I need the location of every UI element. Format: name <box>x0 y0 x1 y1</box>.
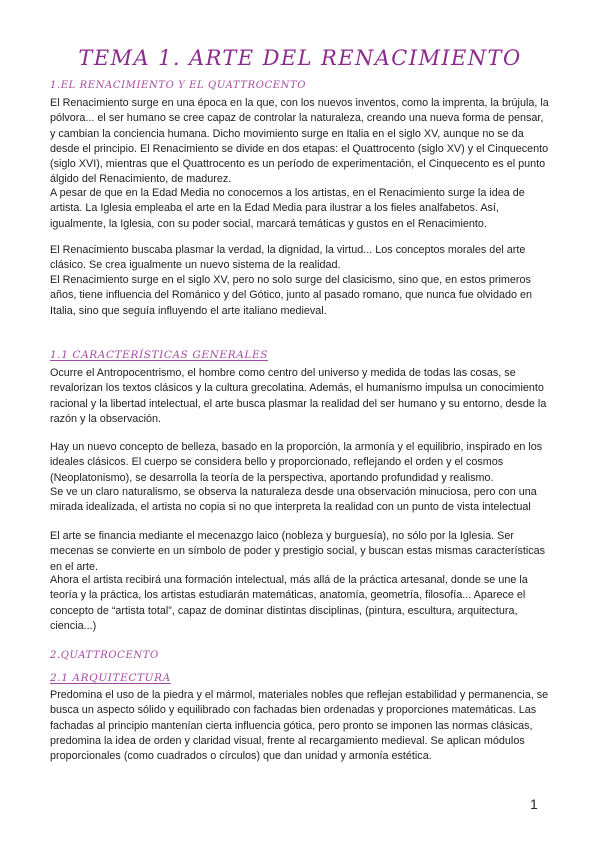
section-heading-arquitectura: 2.1 ARQUITECTURA <box>50 672 171 684</box>
page-number: 1 <box>530 796 538 812</box>
section-heading-renacimiento: 1.EL RENACIMIENTO Y EL QUATTROCENTO <box>50 80 307 91</box>
paragraph: Predomina el uso de la piedra y el mármol, materiales nobles que reflejan estabilidad y permanencia, se busca un aspecto sólido y equilibrado con fachadas bien ordenadas y proporciones matemáticas. Las fachadas al principio mantenían cierta influencia gótica, pero pronto se imponen las normas clásicas, predomina la idea de orden y claridad visual, frente al recargamiento medieval. Se aplican módulos proporcionales (como cuadrados o círculos) que dan unidad y armonía estética. <box>50 689 549 763</box>
section-heading-quattrocento: 2.QUATTROCENTO <box>50 650 159 661</box>
paragraph: Ocurre el Antropocentrismo, el hombre como centro del universo y medida de todas las cosas, se revalorizan los textos clásicos y la cultura grecolatina. Además, el humanismo impulsa un conocimiento racional y la libertad intelectual, el arte busca plasmar la realidad del ser humano y su entorno, desde la razón y la observación. <box>50 367 547 425</box>
section-heading-caracteristicas: 1.1 CARACTERÍSTICAS GENERALES <box>50 349 269 361</box>
paragraph: El Renacimiento surge en el siglo XV, pero no solo surge del clasicismo, sino que, en estos primeros años, tiene influencia del Románico y del Gótico, junto al pasado romano, que nunca fue olvidado en Italia, sino que seguía influyendo el arte italiano medieval. <box>50 274 532 317</box>
page-title: TEMA 1. ARTE DEL RENACIMIENTO <box>78 46 522 70</box>
paragraph: El Renacimiento surge en una época en la que, con los nuevos inventos, como la imprenta, la brújula, la pólvora... el ser humano se cree capaz de controlar la naturaleza, creando una nueva forma de pensar, y cambian la conciencia humana. Dicho movimiento surge en Italia en el siglo XV, aunque no se da desde el principio. El Renacimiento se divide en dos etapas: el Quattrocento (siglo XV) y el Cinquecento (siglo XVI), mientras que el Quattrocento es un período de experimentación, el Cinquecento es el punto álgido del Renacimiento, de madurez. <box>50 97 549 186</box>
paragraph: Hay un nuevo concepto de belleza, basado en la proporción, la armonía y el equilibrio, inspirado en los ideales clásicos. El cuerpo se considera bello y proporcionado, reflejando el orden y el cosmos (Neoplatonismo), se desarrolla la teoría de la perspectiva, aportando profundidad y realismo. <box>50 441 543 484</box>
paragraph: A pesar de que en la Edad Media no conocemos a los artistas, en el Renacimiento surge la idea de artista. La Iglesia empleaba el arte en la Edad Media para ilustrar a los fieles analfabetos. Así, igualmente, la Iglesia, con su poder social, marcará temáticas y gustos en el Renacimiento. <box>50 187 525 230</box>
paragraph: Ahora el artista recibirá una formación intelectual, más allá de la práctica artesanal, donde se une la teoría y la práctica, los artistas estudiarán matemáticas, anatomía, geometría, filosofía... Aparece el concepto de “artista total”, capaz de dominar distintas disciplinas, (pintura, escultura, arquitectura, ciencia...) <box>50 574 528 632</box>
paragraph: El Renacimiento buscaba plasmar la verdad, la dignidad, la virtud... Los conceptos morales del arte clásico. Se crea igualmente un nuevo sistema de la realidad. <box>50 244 526 272</box>
paragraph: Se ve un claro naturalismo, se observa la naturaleza desde una observación minuciosa, pero con una mirada idealizada, el artista no copia si no que interpreta la realidad con un punto de vista intelectual <box>50 486 537 514</box>
paragraph: El arte se financia mediante el mecenazgo laico (nobleza y burguesía), no sólo por la Iglesia. Ser mecenas se convierte en un símbolo de poder y prestigio social, y buscan estas mismas características en el arte. <box>50 530 546 573</box>
